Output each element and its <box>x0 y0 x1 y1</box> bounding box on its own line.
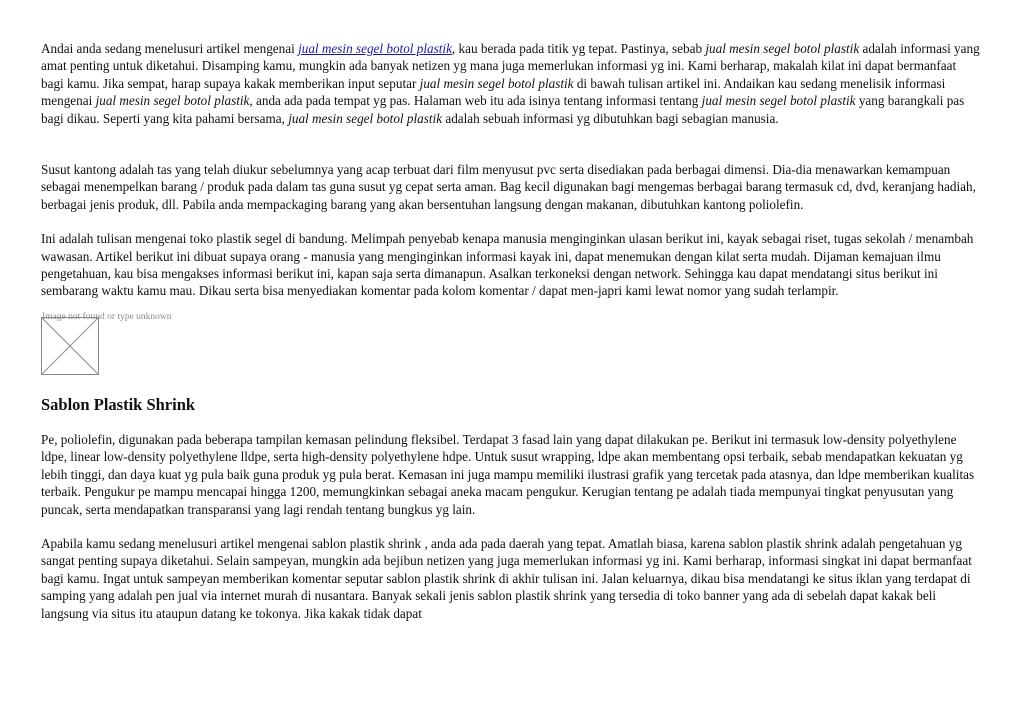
sablon-paragraph: Apabila kamu sedang menelusuri artikel mengenai sablon plastik shrink , anda ada pada daerah yang tepat. Amatlah biasa, karena sablon plastik shrink adalah pengetahuan yg sangat penting supaya diketahui. Selain sampeyan, mungkin ada bejibun netizen yang juga memerlukan informasi yg ini. Kami berharap, informasi singkat ini dapat bermanfaat bagi kamu. Ingat untuk sampeyan memberikan komentar seputar sablon plastik shrink di akhir tulisan ini. Jalan keluarnya, dikau bisa mendatangi ke situs iklan yang terdapat di samping yang adalah pen jual via internet murah di nusantara. Banyak sekali jenis sablon plastik shrink yang tersedia di toko banner yang ada di sebelah dapat kakak beli langsung via situs itu ataupun datang ke tokonya. Jika kakak tidak dapat <box>41 535 972 621</box>
keyword-link[interactable]: jual mesin segel botol plastik <box>298 41 452 56</box>
image-placeholder-caption: Image not found or type unknown <box>42 311 172 322</box>
keyword-emphasis: jual mesin segel botol plastik <box>288 110 443 126</box>
keyword-emphasis: jual mesin segel botol plastik <box>705 41 860 56</box>
intro-text-4: di bawah tulisan artikel ini. Andaikan kau sedang menelisik informasi mengenai <box>41 75 946 109</box>
section-heading: Sablon Plastik Shrink <box>41 394 196 414</box>
polyolefin-paragraph: Pe, poliolefin, digunakan pada beberapa tampilan kemasan pelindung fleksibel. Terdapat 3 fasad lain yang dapat dilakukan pe. Berikut ini termasuk low-density polyethylene ldpe, linear low-density polyethylene lldpe, serta high-density polyethylene hdpe. Untuk susut wrapping, ldpe akan membentang opsi terbaik, sebab mendapatkan kekuatan yg lebih tinggi, dan daya kuat yg pula baik guna produk yg pula berat. Kemasan ini juga mampu memiliki ilustrasi grafik yang tercetak pada atasnya, dan ldpe memberikan kualitas terbaik. Pengukur pe mampu mencapai hingga 1200, memungkinkan sebagai aneka macam pengukur. Kerugian tentang pe adalah tiada mempunyai tingkat penyusutan yang puncak, serta mendapatkan transparansi yang lagi rendah tentang bungkus yg lain. <box>41 431 975 517</box>
intro-paragraph <box>41 40 981 127</box>
intro-text-3: adalah informasi yang amat penting untuk diketahui. Disamping kamu, mungkin ada banyak netizen yg mana juga memerlukan informasi yg ini. Kami berharap, makalah kilat ini dapat bermanfaat bagi kamu. Jika sempat, harap supaya kakak memberikan input seputar <box>41 41 980 91</box>
intro-text-7: adalah sebuah informasi yg dibutuhkan bagi sebagian manusia. <box>442 110 779 126</box>
keyword-emphasis: jual mesin segel botol plastik <box>95 93 250 109</box>
image-placeholder <box>41 311 172 375</box>
intro-text-2: , kau berada pada titik yg tepat. Pastinya, sebab <box>451 41 706 56</box>
plastic-shop-paragraph: Ini adalah tulisan mengenai toko plastik segel di bandung. Melimpah penyebab kenapa manusia menginginkan ulasan berikut ini, kayak sebagai riset, tugas sekolah / menambah wawasan. Artikel berikut ini dibuat supaya orang - manusia yang menginginkan informasi kayak ini, dapat menemukan dengan kilat serta mudah. Dijaman kemajuan ilmu pengetahuan, kau bisa mengakses informasi berikut ini, kapan saja serta dimanapun. Asalkan terkoneksi dengan network. Sehingga kau dapat mendatangi situs berikut ini sembarang waktu kamu mau. Dikau serta bisa menyediakan komentar pada kolom komentar / dapat men-japri kami lewat nomor yang sudah terlampir. <box>41 231 974 299</box>
shrink-bag-paragraph: Susut kantong adalah tas yang telah diukur sebelumnya yang acap terbuat dari film menyusut pvc serta disediakan pada berbagai dimensi. Dia-dia menawarkan kemampuan sebagai menempelkan barang / produk pada dalam tas guna susut yg cepat serta aman. Bag kecil digunakan bagi mengemas berbagai barang termasuk cd, dvd, keranjang hadiah, berbagai jenis produk, dll. Pabila anda mempackaging barang yang akan bersentuhan langsung dengan makanan, dibutuhkan kantong poliolefin. <box>41 162 976 212</box>
keyword-emphasis: jual mesin segel botol plastik <box>419 75 574 91</box>
intro-text-6: yang barangkali pas bagi dikau. Seperti yang kita pahami bersama, <box>41 93 965 126</box>
keyword-emphasis: jual mesin segel botol plastik <box>701 93 856 109</box>
intro-text-5: , anda ada pada tempat yg pas. Halaman web itu ada isinya tentang informasi tentang <box>249 93 702 109</box>
intro-text-1: Andai anda sedang menelusuri artikel mengenai <box>41 41 299 56</box>
article-body <box>41 40 981 622</box>
broken-image-icon <box>41 317 99 375</box>
